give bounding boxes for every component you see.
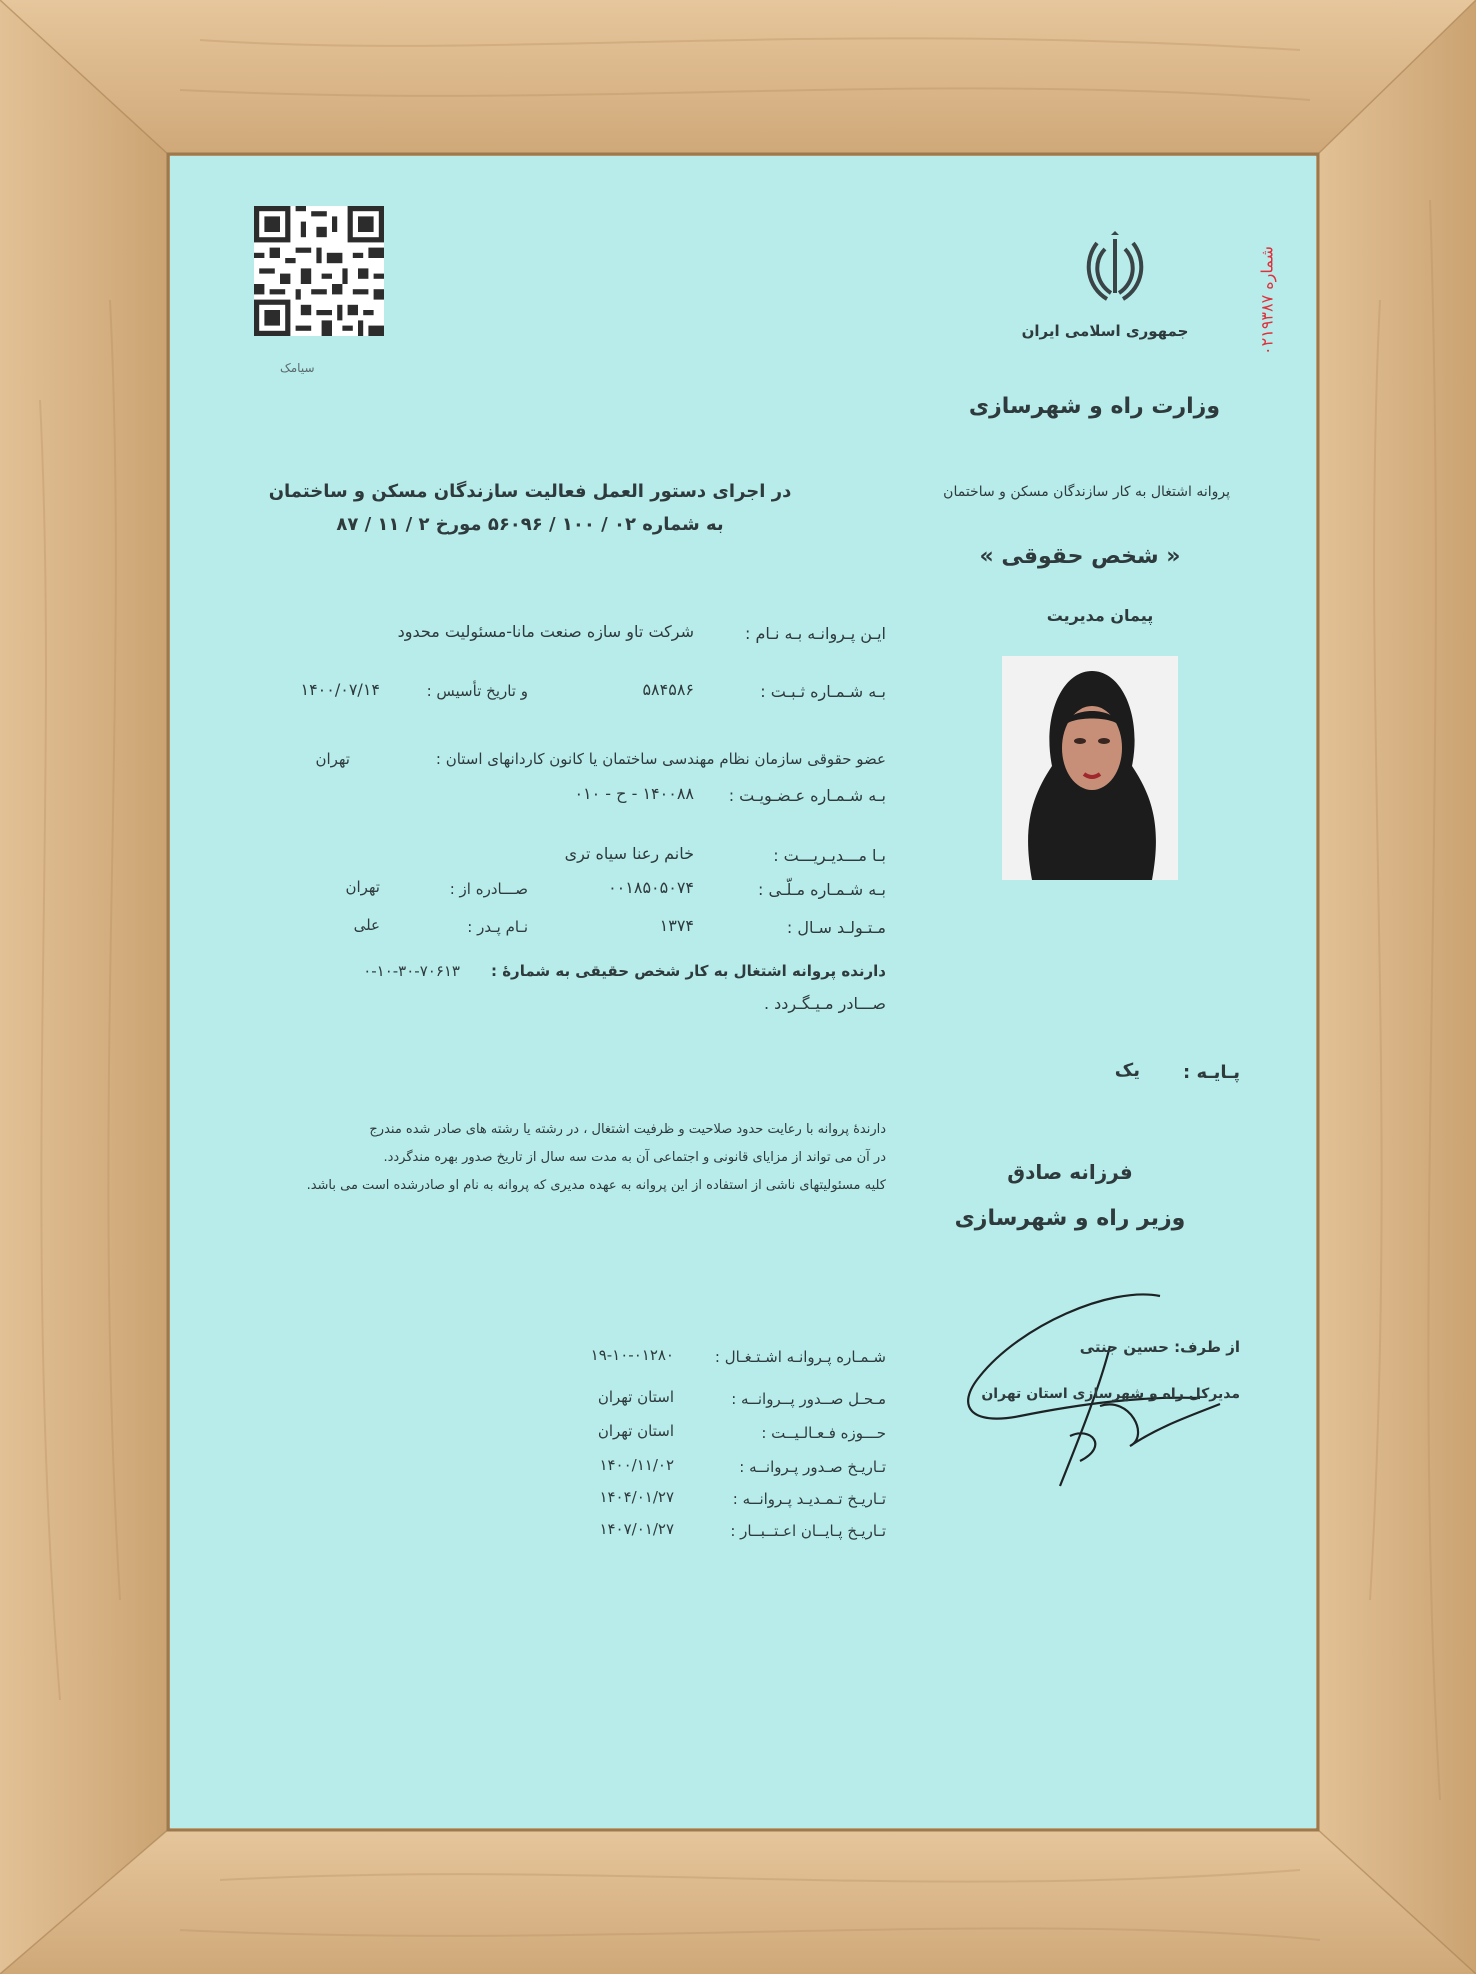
reg-label: بـه شـمـاره ثـبـت : [760, 682, 886, 701]
national-id-value: ۰۰۱۸۵۰۵۰۷۴ [608, 878, 694, 897]
founded-value: ۱۴۰۰/۰۷/۱۴ [300, 680, 380, 699]
intro-line-2: به شماره ۰۲ / ۱۰۰ / ۵۶۰۹۶ مورخ ۲ / ۱۱ / ۸۷ [336, 514, 724, 535]
member-value: تهران [315, 750, 350, 768]
grade-value: یک [1114, 1060, 1140, 1081]
reg-value: ۵۸۴۵۸۶ [642, 680, 694, 699]
sign-title: مدیرکل راه و شهرسازی استان تهران [981, 1386, 1240, 1402]
sign-from: از طرف: حسین جنتی [1079, 1338, 1240, 1356]
license-title: پروانه اشتغال به کار سازندگان مسکن و ساختمان [943, 484, 1230, 500]
member-label: عضو حقوقی سازمان نظام مهندسی ساختمان یا کانون کاردانهای استان : [435, 750, 886, 768]
detail-value: استان تهران [597, 1388, 674, 1406]
grade-label: پـایـه : [1183, 1062, 1240, 1083]
manager-photo [1002, 656, 1178, 880]
detail-value: ۱۴۰۰/۱۱/۰۲ [599, 1456, 674, 1474]
birth-year-value: ۱۳۷۴ [659, 916, 694, 935]
detail-label: مـحـل صــدور پــروانــه : [731, 1390, 886, 1408]
father-name-label: نـام پـدر : [467, 918, 528, 936]
issued-from-label: صـــادره از : [449, 880, 528, 898]
intro-line-1: در اجرای دستور العمل فعالیت سازندگان مسکن و ساختمان [268, 481, 792, 502]
manager-label: بـا مـــدیـریـــت : [773, 846, 886, 865]
detail-label: شـمـاره پـروانـه اشـتـغـال : [714, 1348, 886, 1366]
birth-year-label: مـتـولـد سـال : [786, 918, 886, 937]
company-short-name: پیمان مدیریت [1046, 606, 1154, 625]
name-value: شرکت تاو سازه صنعت مانا-مسئولیت محدود [397, 622, 694, 641]
detail-value: ۱۹-۱۰-۰۱۲۸۰ [590, 1346, 674, 1364]
republic-label: جمهوری اسلامی ایران [1021, 322, 1189, 340]
qr-code-icon [254, 206, 384, 336]
detail-label: تـاریـخ تـمـدیـد پـروانــه : [732, 1490, 886, 1508]
membership-value: ۱۴۰۰۸۸ - ح - ۰۱۰ [574, 784, 694, 803]
national-id-label: بـه شـمـاره مـلّـی : [758, 880, 886, 899]
serial-number-container [1252, 216, 1282, 396]
minister-name: فرزانه صادق [1007, 1160, 1133, 1184]
issued-from-value: تهران [345, 878, 380, 896]
detail-label: تـاریـخ پـایــان اعـتــبــار : [730, 1522, 886, 1540]
holder-line: دارنده پروانه اشتغال به کار شخص حقیقی به شمارهٔ : [490, 962, 886, 980]
holder-value: ۰-۱۰-۳۰-۷۰۶۱۳ [363, 962, 460, 980]
detail-value: ۱۴۰۴/۰۱/۲۷ [599, 1488, 674, 1506]
notice-line-2: در آن می تواند از مزایای قانونی و اجتماعی آن به مدت سه سال از تاریخ صدور بهره مندگردد. [383, 1150, 886, 1165]
iran-emblem-icon [1085, 231, 1145, 306]
membership-label: بـه شـمـاره عـضـویـت : [728, 786, 886, 805]
minister-title: وزیر راه و شهرسازی [954, 1206, 1186, 1231]
qr-caption: سیامک [280, 361, 315, 375]
notice-line-3: کلیه مسئولیتهای ناشی از استفاده از این پروانه به عهده مدیری که پروانه به نام او صادرشده است می باشد. [306, 1178, 886, 1193]
entity-type: « شخص حقوقی » [979, 544, 1181, 569]
name-label: ایـن پـروانـه بـه نـام : [744, 624, 886, 643]
detail-value: ۱۴۰۷/۰۱/۲۷ [599, 1520, 674, 1538]
serial-number: شماره ۰۲۱۹۳۸۷ [1257, 246, 1277, 355]
ministry-title: وزارت راه و شهرسازی [968, 394, 1220, 419]
certificate-paper [170, 156, 1316, 1828]
notice-line-1: دارندهٔ پروانه با رعایت حدود صلاحیت و ظرفیت اشتغال ، در رشته یا رشته های صادر شده مندرج [369, 1122, 886, 1137]
father-name-value: علی [353, 916, 380, 934]
manager-value: خانم رعنا سیاه تری [564, 844, 694, 863]
issued-line: صـــادر مـیـگـردد . [763, 994, 886, 1013]
detail-value: استان تهران [597, 1422, 674, 1440]
detail-label: تـاریـخ صـدور پـروانــه : [739, 1458, 886, 1476]
detail-label: حـــوزه فـعـالـیــت : [761, 1424, 886, 1442]
founded-label: و تاریخ تأسیس : [426, 682, 528, 700]
